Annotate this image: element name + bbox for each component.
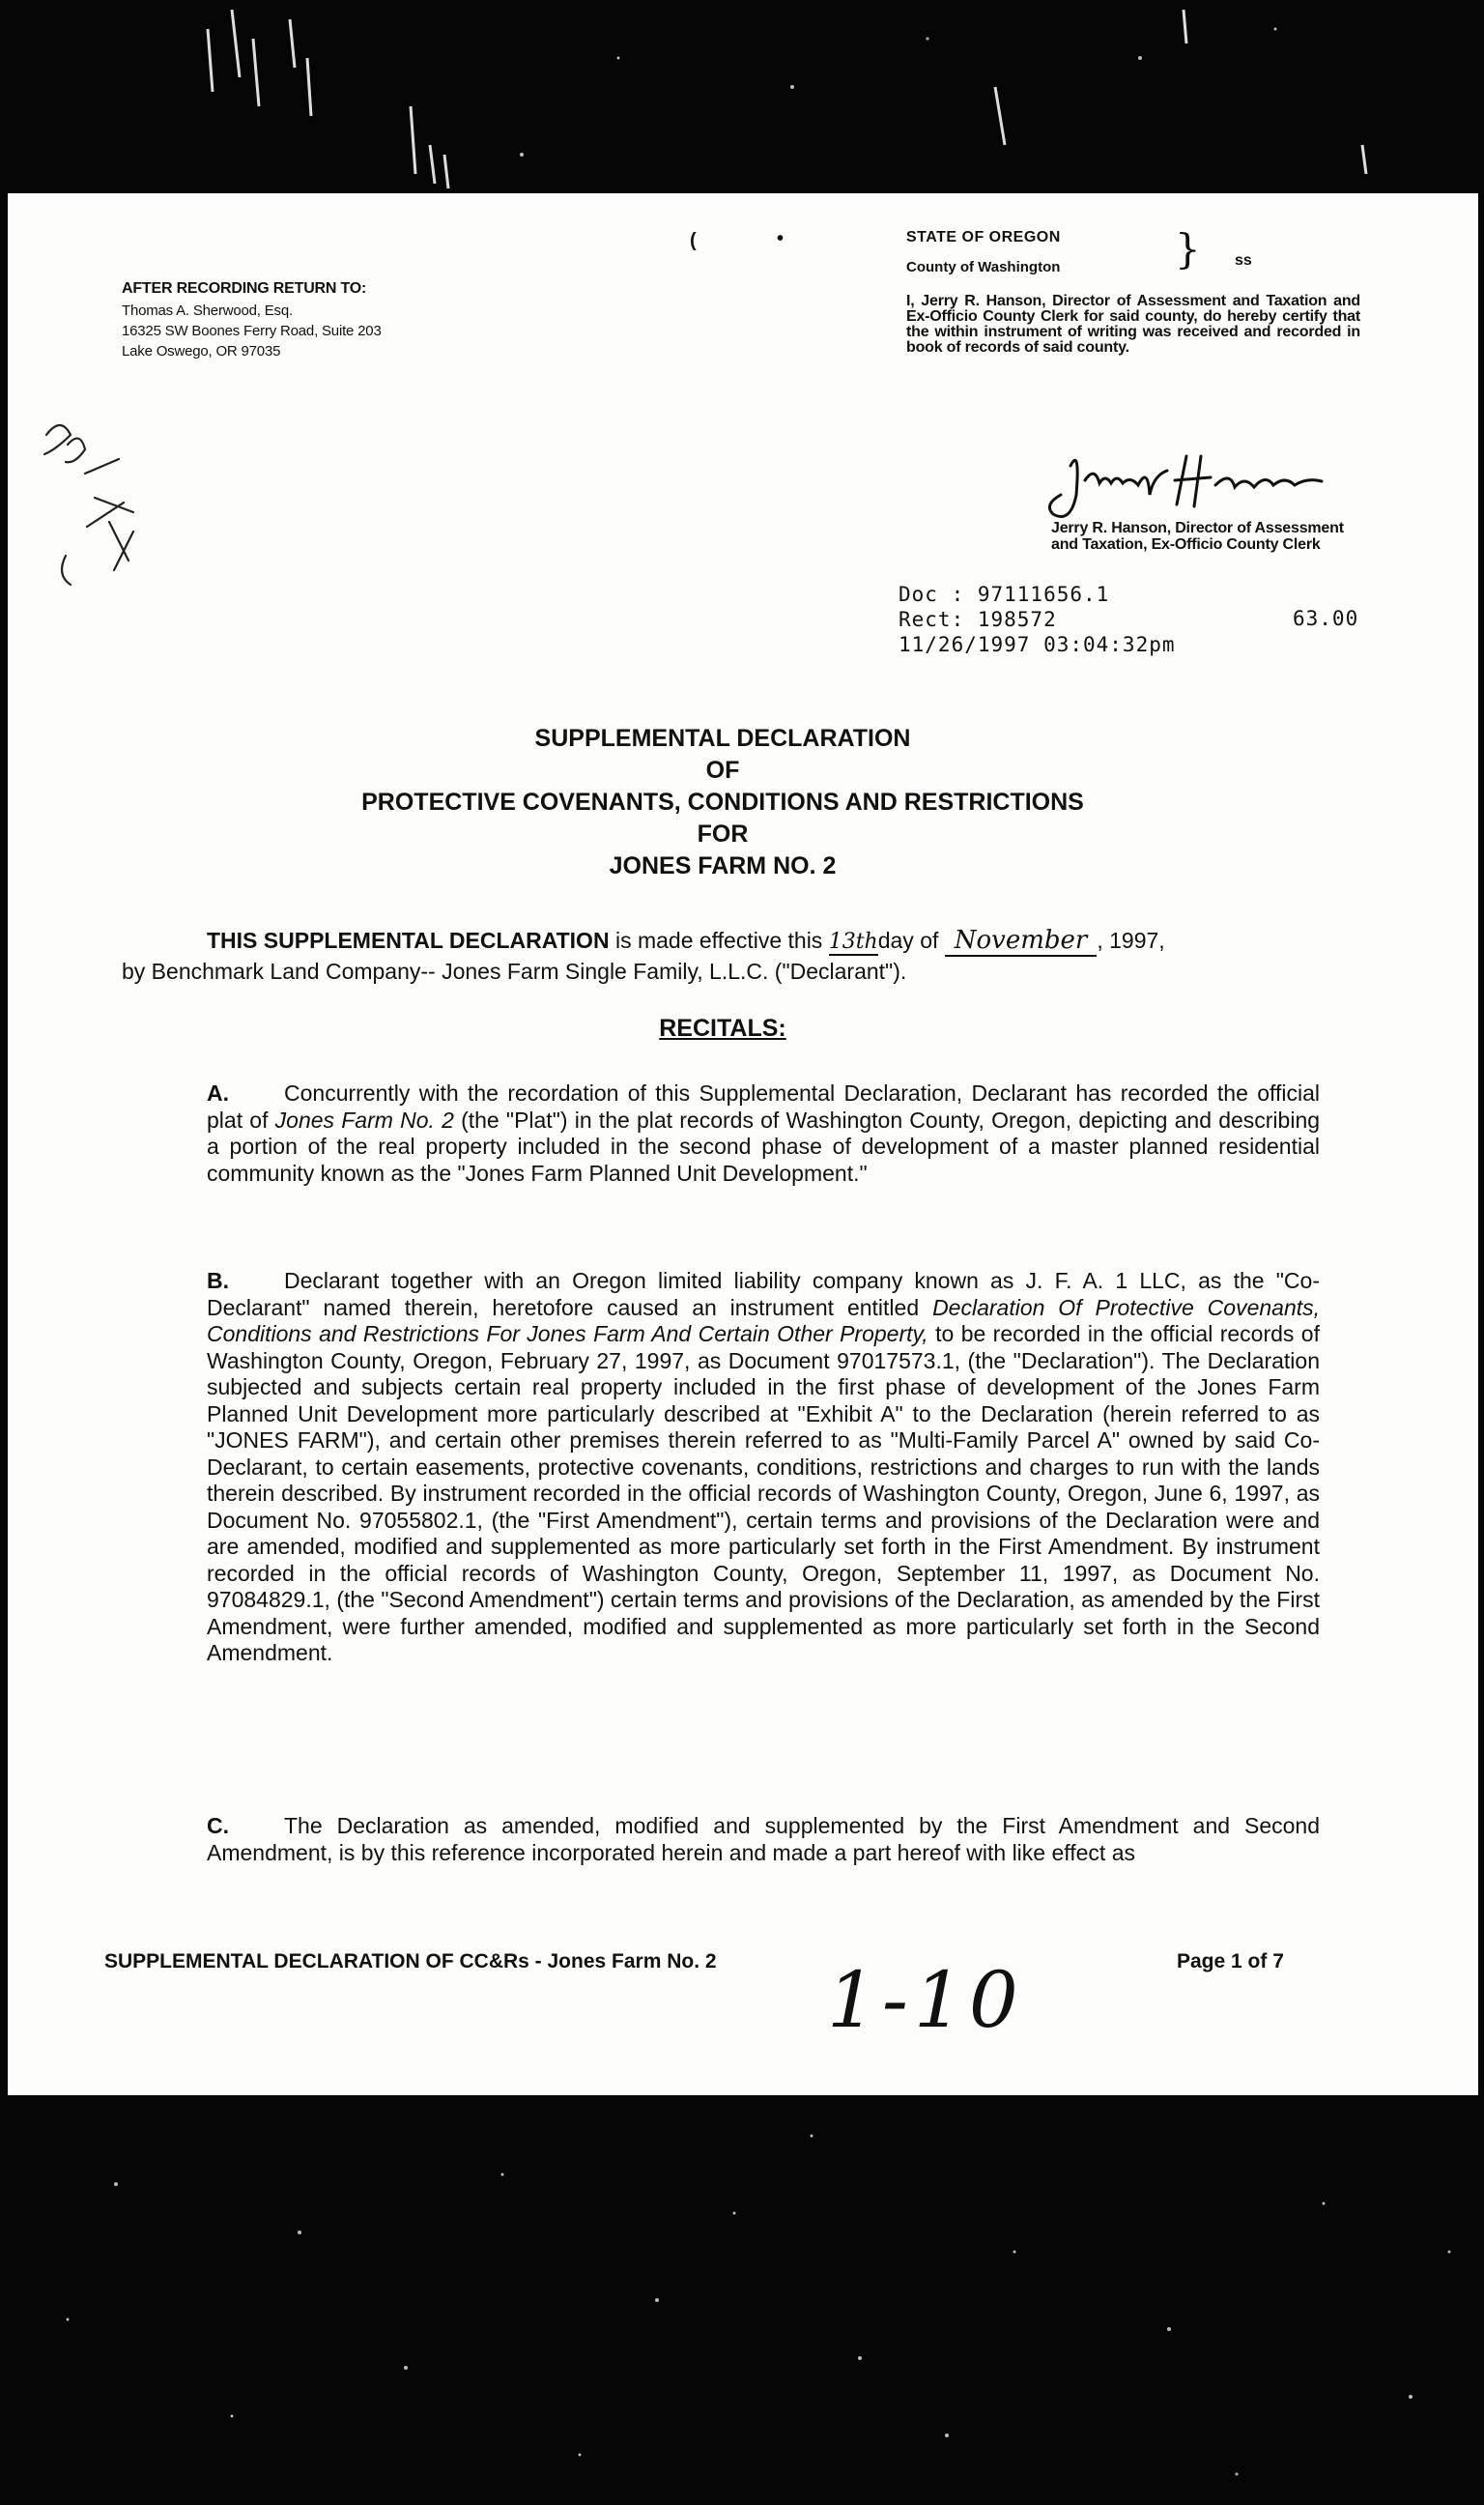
recital-label: B. bbox=[207, 1268, 229, 1293]
return-line: 16325 SW Boones Ferry Road, Suite 203 bbox=[122, 323, 382, 339]
clerk-signature-line: Jerry R. Hanson, Director of Assessment and Taxation, Ex-Officio County Clerk bbox=[1051, 520, 1344, 553]
document-page bbox=[8, 193, 1478, 2095]
title-line: SUPPLEMENTAL DECLARATION bbox=[534, 725, 911, 752]
recital-italic: Declaration Of Protective Covenants, Conditions and Restrictions For Jones Farm And Certain Other Property, bbox=[207, 1294, 1321, 1346]
return-line: Lake Oswego, OR 97035 bbox=[122, 343, 281, 360]
recital-label: A. bbox=[207, 1080, 229, 1106]
intro-line: by Benchmark Land Company-- Jones Farm Single Family, L.L.C. ("Declarant"). bbox=[122, 959, 907, 984]
handwritten-page-range: 1-10 bbox=[827, 1955, 1024, 2045]
recital-b bbox=[122, 1268, 1320, 1667]
intro-lead: THIS SUPPLEMENTAL DECLARATION bbox=[207, 928, 610, 953]
timestamp: 11/26/1997 03:04:32pm bbox=[899, 633, 1176, 656]
state-heading: STATE OF OREGON bbox=[906, 229, 1061, 245]
recital-c bbox=[122, 1813, 1320, 1866]
doc-number: Doc : 97111656.1 bbox=[899, 583, 1110, 606]
recital-text: Declarant together with an Oregon limited liability company known as J. F. A. 1 LLC, as the "Co-Declarant" named therein, heretofore caused an instrument entitled bbox=[207, 1268, 1320, 1320]
recital-text: to be recorded in the official records of Washington County, Oregon, February 27, 1997, as Document 97017573.1, (the "Declaration"). The Declaration subjected and subjects certain real property included in the first phase of development of the Jones Farm Planned Unit Development more particularly described at "Exhibit A" to the Declaration (herein referred to as "JONES FARM"), and certain other premises therein referred to as "Multi-Family Parcel A" owned by said Co-Declarant, to certain easements, protective covenants, conditions, restrictions and charges to run with the lands therein described. By instrument recorded in the official records of Washington County, Oregon, June 6, 1997, as Document No. 97055802.1, (the "First Amendment"), certain terms and provisions of the Declaration were and are amended, modified and supplemented as more particularly set forth in the First Amendment. By instrument recorded in the official records of Washington County, Oregon, September 11, 1997, as Document No. 97084829.1, (the "Second Amendment") certain terms and provisions of the Declaration, as amended by the First Amendment, were further amended, modified and supplemented as more particularly set forth in the Second Amendment. bbox=[207, 1321, 1320, 1665]
title-line: FOR bbox=[697, 821, 749, 848]
title-line: PROTECTIVE COVENANTS, CONDITIONS AND RESTRICTIONS bbox=[361, 789, 1084, 816]
title-line: OF bbox=[705, 757, 740, 784]
handwritten-day: 13th bbox=[828, 930, 878, 954]
return-line: Thomas A. Sherwood, Esq. bbox=[122, 302, 293, 319]
recital-text: The Declaration as amended, modified and supplemented by the First Amendment and Second Amendment, is by this reference incorporated herein and made a part hereof with like effect as bbox=[207, 1813, 1320, 1865]
title-line: JONES FARM NO. 2 bbox=[609, 852, 837, 879]
return-heading: AFTER RECORDING RETURN TO: bbox=[122, 280, 367, 297]
recital-a bbox=[122, 1080, 1320, 1187]
recital-text: (the "Plat") in the plat records of Washington County, Oregon, depicting and describing a portion of the real property included in the second phase of development of a master planned residential community known as the "Jones Farm Planned Unit Development." bbox=[207, 1107, 1321, 1186]
intro-paragraph bbox=[122, 926, 1320, 987]
certification-text: I, Jerry R. Hanson, Director of Assessment and Taxation and Ex-Officio County Clerk for said county, do hereby certify that the within instrument of writing was received and recorded in book of records of said county. bbox=[906, 293, 1360, 356]
intro-text: , 1997, bbox=[1097, 928, 1165, 953]
ss-mark: ss bbox=[1235, 252, 1252, 269]
receipt-stamp bbox=[899, 582, 1176, 657]
recital-italic: Jones Farm No. 2 bbox=[274, 1107, 454, 1133]
county-heading: County of Washington bbox=[906, 259, 1061, 275]
stray-mark: ( bbox=[690, 230, 697, 251]
page-number: Page 1 of 7 bbox=[1177, 1950, 1284, 1972]
stray-mark: • bbox=[777, 228, 785, 249]
intro-text: is made effective this bbox=[614, 928, 823, 953]
handwritten-month: November bbox=[945, 926, 1098, 957]
recital-label: C. bbox=[207, 1813, 229, 1838]
footer-title: SUPPLEMENTAL DECLARATION OF CC&Rs - Jones Farm No. 2 bbox=[104, 1950, 717, 1972]
recital-text: Concurrently with the recordation of this Supplemental Declaration, Declarant has recorded the official plat of bbox=[207, 1080, 1320, 1133]
brace-glyph: } bbox=[1175, 225, 1201, 273]
document-title bbox=[8, 723, 1438, 882]
intro-text: day of bbox=[877, 928, 939, 953]
rect-number: Rect: 198572 bbox=[899, 608, 1057, 631]
return-address-block bbox=[122, 278, 382, 361]
recording-fee: 63.00 bbox=[1293, 607, 1359, 630]
margin-scribble-icon bbox=[27, 406, 162, 628]
recording-certificate bbox=[906, 225, 1360, 356]
recitals-heading: RECITALS: bbox=[659, 1015, 786, 1042]
